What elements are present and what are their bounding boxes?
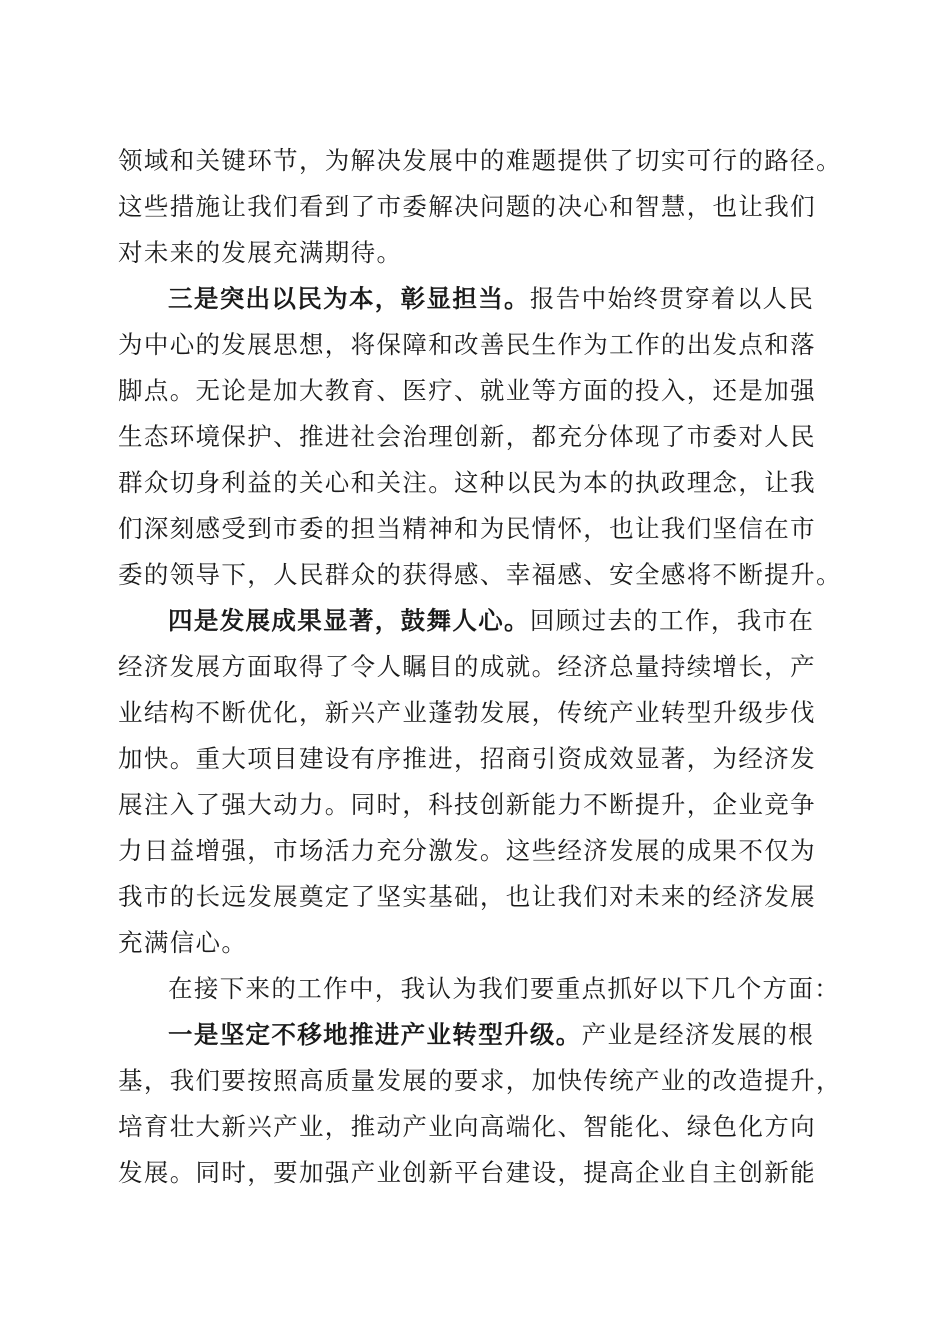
paragraph-lead-text: 报告中始终贯穿着以人民 <box>529 284 815 313</box>
text-line: 展注入了强大动力。同时，科技创新能力不断提升，企业竞争 <box>118 790 816 819</box>
paragraph-lead-text: 产业是经济发展的根 <box>581 1020 815 1049</box>
text-line-first <box>168 1012 814 1058</box>
text-line: 这些措施让我们看到了市委解决问题的决心和智慧，也让我们 <box>118 192 816 221</box>
text-line: 生态环境保护、推进社会治理创新，都充分体现了市委对人民 <box>118 422 816 451</box>
text-line: 业结构不断优化，新兴产业蓬勃发展，传统产业转型升级步伐 <box>118 698 816 727</box>
text-line: 对未来的发展充满期待。 <box>118 238 403 267</box>
paragraph-lead-heading: 四是发展成果显著，鼓舞人心。 <box>168 606 530 635</box>
text-line-first <box>168 598 814 644</box>
paragraph-lead-text: 回顾过去的工作，我市在 <box>529 606 815 635</box>
text-line: 培育壮大新兴产业，推动产业向高端化、智能化、绿色化方向 <box>118 1112 816 1141</box>
text-line: 们深刻感受到市委的担当精神和为民情怀，也让我们坚信在市 <box>118 514 816 543</box>
text-line: 委的领导下，人民群众的获得感、幸福感、安全感将不断提升。 <box>118 560 842 589</box>
text-line: 基，我们要按照高质量发展的要求，加快传统产业的改造提升， <box>118 1066 842 1095</box>
text-line: 加快。重大项目建设有序推进，招商引资成效显著，为经济发 <box>118 744 816 773</box>
text-line: 群众切身利益的关心和关注。这种以民为本的执政理念，让我 <box>118 468 816 497</box>
text-line: 脚点。无论是加大教育、医疗、就业等方面的投入，还是加强 <box>118 376 816 405</box>
text-line: 经济发展方面取得了令人瞩目的成就。经济总量持续增长，产 <box>118 652 816 681</box>
text-line: 我市的长远发展奠定了坚实基础，也让我们对未来的经济发展 <box>118 882 816 911</box>
text-line: 在接下来的工作中，我认为我们要重点抓好以下几个方面： <box>168 974 841 1003</box>
paragraph-lead-heading: 一是坚定不移地推进产业转型升级。 <box>168 1020 582 1049</box>
text-line: 充满信心。 <box>118 928 248 957</box>
text-line: 为中心的发展思想，将保障和改善民生作为工作的出发点和落 <box>118 330 816 359</box>
text-line-first <box>168 276 814 322</box>
paragraph-lead-heading: 三是突出以民为本，彰显担当。 <box>168 284 530 313</box>
text-line: 发展。同时，要加强产业创新平台建设，提高企业自主创新能 <box>118 1158 816 1187</box>
text-line: 领域和关键环节，为解决发展中的难题提供了切实可行的路径。 <box>118 146 842 175</box>
text-line: 力日益增强，市场活力充分激发。这些经济发展的成果不仅为 <box>118 836 816 865</box>
